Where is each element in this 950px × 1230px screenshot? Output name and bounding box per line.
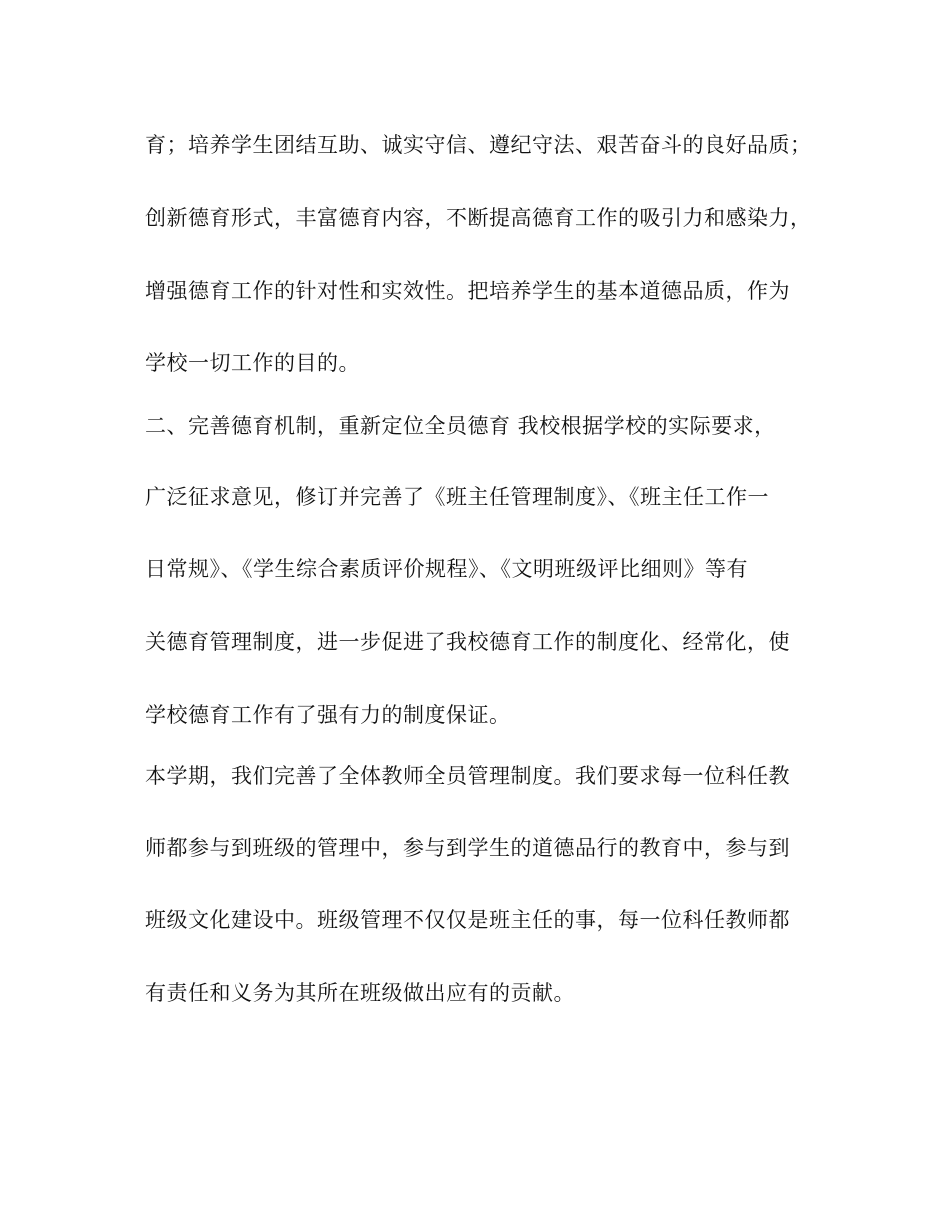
text-line: 日常规》、《学生综合素质评价规程》、《文明班级评比细则》等有 <box>145 557 748 581</box>
text-line: 育；培养学生团结互助、诚实守信、遵纪守法、艰苦奋斗的良好品质； <box>145 133 812 157</box>
text-line: 学校德育工作有了强有力的制度保证。 <box>145 703 511 727</box>
section-heading-line: 二、完善德育机制，重新定位全员德育 我校根据学校的实际要求， <box>145 414 776 438</box>
text-line: 创新德育形式，丰富德育内容，不断提高德育工作的吸引力和感染力， <box>145 206 812 230</box>
text-line: 班级文化建设中。班级管理不仅仅是班主任的事，每一位科任教师都 <box>145 908 790 932</box>
text-line: 广泛征求意见，修订并完善了《班主任管理制度》、《班主任工作一 <box>145 485 769 509</box>
text-line: 有责任和义务为其所在班级做出应有的贡献。 <box>145 981 575 1005</box>
text-line: 关德育管理制度，进一步促进了我校德育工作的制度化、经常化，使 <box>145 630 790 654</box>
text-line: 师都参与到班级的管理中，参与到学生的道德品行的教育中，参与到 <box>145 836 790 860</box>
text-line: 增强德育工作的针对性和实效性。把培养学生的基本道德品质，作为 <box>145 279 790 303</box>
text-line: 学校一切工作的目的。 <box>145 351 360 375</box>
paragraph-start-line: 本学期，我们完善了全体教师全员管理制度。我们要求每一位科任教 <box>145 764 790 788</box>
